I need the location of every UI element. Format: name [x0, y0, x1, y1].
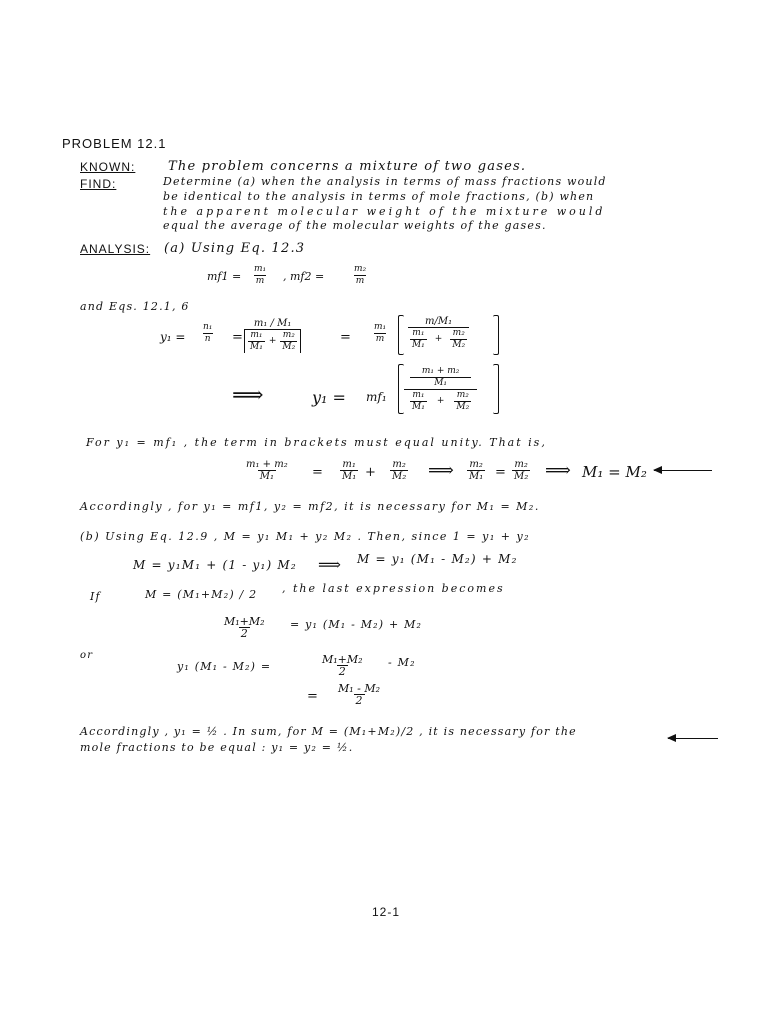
- known-text: The problem concerns a mixture of two gases.: [168, 159, 527, 174]
- analysis-label: ANALYSIS:: [80, 242, 151, 256]
- conclusion-2: mole fractions to be equal : y₁ = y₂ = ½.: [80, 741, 354, 754]
- cond-lhs-den: M₁: [259, 471, 274, 482]
- mf1-fraction: [252, 264, 268, 287]
- plus-a: +: [268, 336, 277, 346]
- cond-m1: m₁: [342, 459, 356, 470]
- find-line-4: equal the average of the molecular weights of the gases.: [163, 219, 547, 232]
- m-b: m: [375, 334, 385, 344]
- minus-M2: - M₂: [388, 656, 416, 669]
- mf1-numerator: m₁: [254, 264, 267, 274]
- half-sum-1: [222, 616, 267, 639]
- y1-M-lhs: y₁ (M₁ - M₂) =: [177, 660, 272, 673]
- and-eqs: and Eqs. 12.1, 6: [80, 300, 190, 313]
- m1-over-M1-a: [248, 330, 265, 353]
- M1-e: M₁: [412, 402, 425, 412]
- if-expr: M = (M₁+M₂) / 2: [145, 588, 258, 601]
- find-line-2: be identical to the analysis in terms of mole fractions, (b) when: [163, 190, 595, 203]
- M-eq-lhs: M = y₁M₁ + (1 - y₁) M₂: [133, 558, 297, 572]
- n1: n₁: [203, 322, 213, 332]
- mf2-fraction: [352, 264, 368, 287]
- m1-over-M1-b: [410, 328, 427, 351]
- M2-a: M₂: [282, 342, 296, 352]
- for-line: For y₁ = mf₁ , the term in brackets must equal unity. That is,: [86, 436, 547, 449]
- half-num-1: M₁+M₂: [224, 615, 265, 628]
- m1-plus-m2-over-M1: [408, 366, 474, 389]
- implies-arrow-3: ⟹: [545, 460, 571, 481]
- conclusion-arrow: [668, 738, 718, 739]
- mf2-denominator: m: [355, 276, 365, 286]
- half-den-2: 2: [338, 665, 346, 678]
- if-word: If: [90, 590, 101, 603]
- n1-over-n: [201, 322, 214, 345]
- M1-c: M₁: [411, 340, 425, 350]
- m2-over-M2-c: [454, 390, 471, 413]
- bracket-right-2: [493, 364, 499, 414]
- mf1-denominator: m: [255, 276, 265, 286]
- half-num-2: M₁+M₂: [322, 653, 363, 666]
- page-number: 12-1: [372, 905, 401, 919]
- part-a-intro: (a) Using Eq. 12.3: [164, 241, 306, 256]
- result-a: M₁ = M₂: [582, 463, 647, 481]
- cond-m2c: m₂: [514, 459, 528, 470]
- diff-fraction: [336, 683, 382, 706]
- m2-over-M2-b: [450, 328, 467, 351]
- m1M1-over-bracket: [244, 318, 301, 353]
- eq-3: =: [312, 465, 323, 480]
- M2-e: M₂: [456, 402, 470, 412]
- diff-num: M₁ - M₂: [338, 682, 381, 695]
- half-den-1: 2: [240, 627, 248, 640]
- find-line-1: Determine (a) when the analysis in terms of mass fractions would: [163, 175, 607, 188]
- plus-c: +: [436, 396, 445, 406]
- cond-lhs-num: m₁ + m₂: [246, 459, 288, 470]
- M1-d: M₁: [434, 378, 448, 388]
- problem-title: PROBLEM 12.1: [62, 136, 167, 151]
- m-over-M1: m/M₁: [425, 316, 453, 327]
- plus-d: +: [365, 465, 376, 480]
- half-sum-2: [320, 654, 365, 677]
- M2-c: M₂: [452, 340, 466, 350]
- m2-a: m₂: [282, 330, 295, 340]
- eq-expr1-rhs: = y₁ (M₁ - M₂) + M₂: [290, 618, 423, 631]
- mf1-lhs: mf1 =: [207, 270, 242, 283]
- implies-arrow-4: ⟹: [318, 555, 341, 574]
- find-label: FIND:: [80, 177, 117, 191]
- m1-plus-m2: m₁ + m₂: [410, 366, 472, 378]
- M-eq-rhs: M = y₁ (M₁ - M₂) + M₂: [357, 552, 518, 566]
- big-fraction-1: [405, 316, 472, 351]
- if-tail: , the last expression becomes: [282, 582, 505, 595]
- known-label: KNOWN:: [80, 160, 136, 174]
- mf2-lhs: , mf2 =: [283, 270, 325, 283]
- cond-m2: m₂: [392, 459, 406, 470]
- cond-M1b: M₁: [469, 471, 484, 482]
- cond-m2-M2b: [512, 459, 530, 482]
- big-fraction-2: [404, 366, 477, 413]
- cond-m2-M1: [467, 459, 485, 482]
- implies-arrow-2: ⟹: [428, 460, 454, 481]
- eq-1: =: [232, 330, 243, 345]
- part-b-line: (b) Using Eq. 12.9 , M = y₁ M₁ + y₂ M₂ . Then, since 1 = y₁ + y₂: [80, 530, 531, 543]
- accordingly-a: Accordingly , for y₁ = mf1, y₂ = mf2, it is necessary for M₁ = M₂.: [80, 500, 540, 513]
- eq-5: =: [307, 689, 318, 704]
- m1-c: m₁: [412, 328, 425, 338]
- cond-m2b: m₂: [469, 459, 483, 470]
- plus-b: +: [434, 334, 443, 344]
- m2-e: m₂: [456, 390, 469, 400]
- cond-m2-M2: [390, 459, 408, 482]
- bracket-left-1: [398, 315, 404, 355]
- cond-lhs: [244, 459, 290, 482]
- implies-arrow-1: ⟹: [232, 383, 264, 408]
- big-y1: y₁ =: [312, 388, 346, 407]
- bracket-denominator: [244, 329, 301, 353]
- y1-lhs: y₁ =: [160, 330, 186, 344]
- eq-4: =: [495, 465, 506, 480]
- m1-e: m₁: [412, 390, 425, 400]
- or-word: or: [80, 650, 94, 661]
- m2-over-M2-a: [280, 330, 297, 353]
- m1-b: m₁: [374, 322, 387, 332]
- m2-c: m₂: [452, 328, 465, 338]
- conclusion-1: Accordingly , y₁ = ½ . In sum, for M = (M₁+M₂)/2 , it is necessary for the: [80, 725, 577, 738]
- sum-denominator-1: [408, 327, 469, 351]
- sum-denominator-2: [404, 389, 477, 413]
- find-line-3: the apparent molecular weight of the mixture would: [163, 205, 606, 218]
- m1M1: m₁ / M₁: [253, 318, 292, 329]
- bracket-right-1: [493, 315, 499, 355]
- m1-over-m: [372, 322, 388, 345]
- diff-den: 2: [355, 694, 363, 707]
- cond-M1: M₁: [342, 471, 357, 482]
- m1-a: m₁: [250, 330, 263, 340]
- mf1-symbol: mf₁: [366, 390, 387, 404]
- result-a-arrow: [654, 470, 712, 471]
- cond-M2: M₂: [392, 471, 407, 482]
- cond-M2c: M₂: [514, 471, 529, 482]
- eq-2: =: [340, 330, 351, 345]
- m1-over-M1-c: [410, 390, 427, 413]
- cond-m1-M1: [340, 459, 358, 482]
- M1-a: M₁: [250, 342, 263, 352]
- mf2-numerator: m₂: [354, 264, 367, 274]
- n: n: [204, 334, 211, 344]
